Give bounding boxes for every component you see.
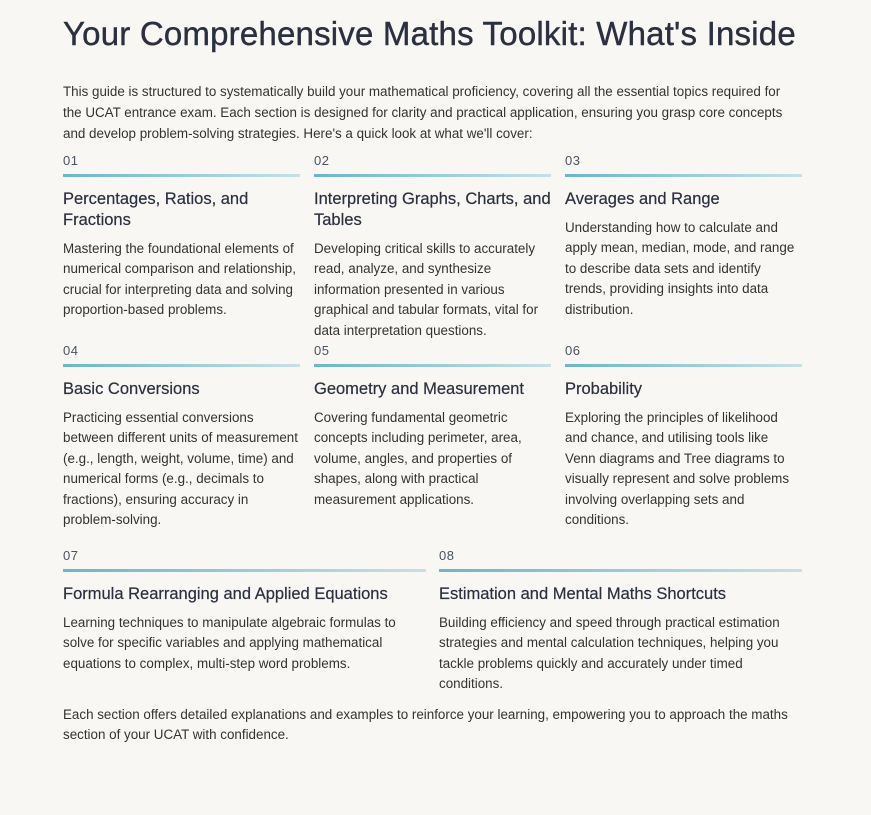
toolkit-section bbox=[63, 0, 802, 758]
section-number: 07 bbox=[63, 548, 79, 563]
section-card bbox=[565, 343, 802, 533]
section-number: 04 bbox=[63, 343, 79, 358]
section-description: Developing critical skills to accurately read, analyze, and synthesize information presented in various graphical and tabular formats, vital for data interpretation questions. bbox=[314, 241, 539, 338]
section-description: Practicing essential conversions between different units of measurement (e.g., length, weight, volume, time) and numerical forms (e.g., decimals to fractions), ensuring accuracy in problem-solving. bbox=[63, 410, 298, 528]
section-card bbox=[314, 153, 551, 343]
sections-grid bbox=[63, 153, 802, 533]
section-divider bbox=[314, 364, 551, 367]
page-title: Your Comprehensive Maths Toolkit: What's Inside bbox=[63, 15, 796, 52]
section-description: Exploring the principles of likelihood and chance, and utilising tools like Venn diagrams and Tree diagrams to visually represent and solve problems involving overlapping sets and conditions. bbox=[565, 410, 790, 528]
section-card bbox=[314, 343, 551, 533]
section-number: 01 bbox=[63, 153, 79, 168]
section-number: 08 bbox=[439, 548, 455, 563]
section-divider bbox=[565, 364, 802, 367]
section-card bbox=[439, 548, 802, 695]
section-title: Estimation and Mental Maths Shortcuts bbox=[439, 585, 727, 603]
section-number: 03 bbox=[565, 153, 581, 168]
section-title: Percentages, Ratios, and Fractions bbox=[63, 190, 249, 229]
section-divider bbox=[565, 174, 802, 177]
intro-text: This guide is structured to systematically build your mathematical proficiency, covering all the essential topics required for the UCAT entrance exam. Each section is designed for clarity and practical application, ensuring you grasp core concepts and develop problem-solving strategies. Here's a quick look at what we'll cover: bbox=[63, 84, 783, 141]
section-title: Basic Conversions bbox=[63, 380, 200, 398]
section-divider bbox=[63, 364, 300, 367]
section-divider bbox=[63, 569, 426, 572]
section-divider bbox=[439, 569, 802, 572]
sections-grid-bottom bbox=[63, 548, 802, 695]
section-title: Interpreting Graphs, Charts, and Tables bbox=[314, 190, 551, 229]
section-number: 05 bbox=[314, 343, 330, 358]
section-number: 06 bbox=[565, 343, 581, 358]
section-divider bbox=[63, 174, 300, 177]
section-description: Covering fundamental geometric concepts including perimeter, area, volume, angles, and properties of shapes, along with practical measurement applications. bbox=[314, 410, 522, 507]
section-number: 02 bbox=[314, 153, 330, 168]
section-card bbox=[63, 153, 300, 343]
section-card bbox=[63, 548, 426, 695]
section-divider bbox=[314, 174, 551, 177]
section-title: Formula Rearranging and Applied Equations bbox=[63, 585, 388, 603]
section-description: Understanding how to calculate and apply mean, median, mode, and range to describe data sets and identify trends, providing insights into data distribution. bbox=[565, 220, 795, 317]
section-description: Learning techniques to manipulate algebraic formulas to solve for specific variables and applying mathematical equations to complex, multi-step word problems. bbox=[63, 615, 396, 671]
section-title: Averages and Range bbox=[565, 190, 720, 208]
section-card bbox=[565, 153, 802, 343]
section-description: Mastering the foundational elements of numerical comparison and relationship, crucial for interpreting data and solving proportion-based problems. bbox=[63, 241, 296, 318]
section-title: Geometry and Measurement bbox=[314, 380, 525, 398]
outro-text: Each section offers detailed explanations and examples to reinforce your learning, empowering you to approach the maths section of your UCAT with confidence. bbox=[63, 706, 788, 742]
section-card bbox=[63, 343, 300, 533]
section-title: Probability bbox=[565, 380, 643, 398]
section-description: Building efficiency and speed through practical estimation strategies and mental calculation techniques, helping you tackle problems quickly and accurately under timed conditions. bbox=[439, 615, 780, 692]
